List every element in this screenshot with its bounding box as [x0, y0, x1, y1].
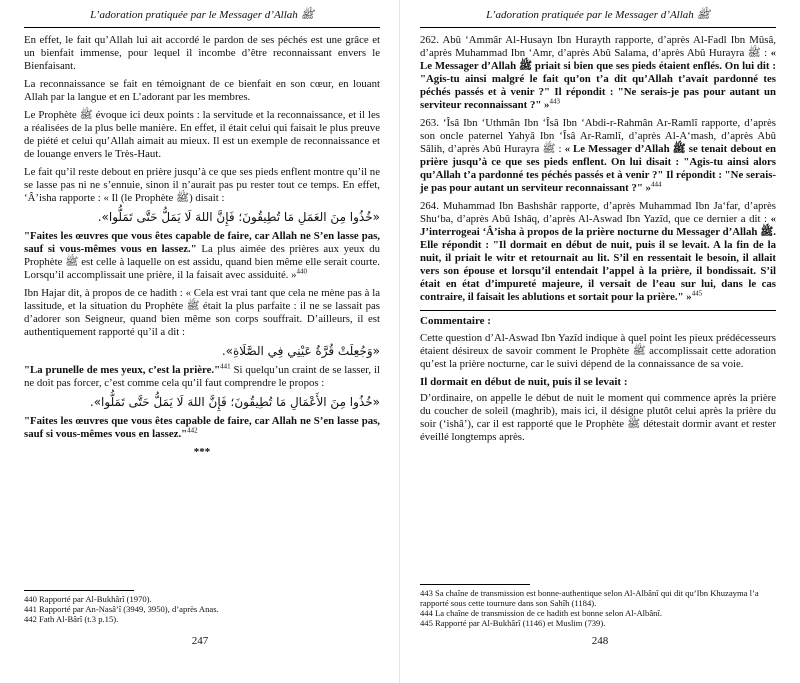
paragraph: [24, 415, 380, 441]
footnote: 444 La chaîne de transmission de ce hadith est bonne selon Al-Albânî.: [420, 608, 662, 618]
right-page: [400, 0, 800, 683]
paragraph-text: Si quelqu’un craint de se lasser, il ne doit pas forcer, c’est comme cela qu’il faut comprendre le propos :: [24, 364, 380, 389]
isnad-text: 262. Abû ‘Ammâr Al-Husayn Ibn Hurayth rapporte, d’après Al-Fadl Ibn Mûsâ, d’après Muhammad Ibn ‘Amr, d’après Abû Salama, d’après Abû Hurayra ﷺ :: [420, 34, 776, 59]
subheading: Il dormait en début de nuit, puis il se levait :: [420, 376, 628, 388]
hadith-263: [420, 117, 776, 195]
footnote-ref[interactable]: 441: [220, 362, 231, 371]
section-separator: ***: [193, 446, 211, 458]
footnote: 441 Rapporté par An-Nasâ’î (3949, 3950), d’après Anas.: [24, 604, 219, 614]
arabic-hadith-text: «وَجُعِلَتْ قُرَّةُ عَيْنِي فِي الصَّلَاةِ».: [221, 344, 380, 358]
hadith-translation: "La prunelle de mes yeux, c’est la prière.": [24, 364, 221, 376]
paragraph: La reconnaissance se fait en témoignant de ce bienfait en son cœur, en louant Allah par la langue et en L’adorant par les membres.: [24, 78, 380, 103]
hadith-matn: « Le Messager d’Allah ﷺ priait si bien que ses pieds étaient enflés. On lui dit : "Agis-tu ainsi malgré le fait qu’on t’a dit qu’Allah t’avait pardonné tes péchés passés et à venir ?" Il répondit : "Ne serais-je pas pour autant un serviteur reconnaissant ?" »: [420, 47, 776, 111]
commentary-title: Commentaire :: [420, 310, 776, 327]
isnad-text: 264. Muhammad Ibn Bashshâr rapporte, d’après Muhammad Ibn Ja‘far, d’après Shu‘ba, d’après Abû Ishâq, d’après Al-Aswad Ibn Yazîd, que ce dernier a dit :: [420, 200, 776, 225]
footnote-rule: [420, 584, 530, 585]
footnote-rule: [24, 590, 134, 591]
hadith-matn: « Le Messager d’Allah ﷺ se tenait debout en prière jusqu’à ce que ses pieds enflent. On lui disait : "Agis-tu ainsi alors qu’Allah t’a pardonné tes péchés passés et à venir ?" Il répondit : "Ne serais-je pas pour autant un serviteur reconnaissant ?" »: [420, 143, 777, 194]
running-header-left: L’adoration pratiquée par le Messager d’Allah ﷺ: [24, 8, 380, 28]
arabic-hadith-text: «خُذُوا مِنَ الأَعْمَالِ مَا تُطِيقُونَ؛ فَإِنَّ اللهَ لَا يَمَلُّ حَتَّى تَمَلُّوا».: [89, 395, 380, 409]
paragraph: [24, 364, 380, 390]
hadith-matn: « J’interrogeai ‘Â’isha à propos de la prière nocturne du Messager d’Allah ﷺ. Elle répondit : "Il dormait en début de nuit, puis il se levait. A la fin de la nuit, il priait le witr et retournait au lit. S’il en ressentait le besoin, il allait vers son épouse et lorsqu’il entendait l’appel à la prière, il bondissait. S’il était en état d’impureté majeure, il versait de l’eau sur lui, dans le cas contraire, il faisait les ablutions et sortait pour la prière." »: [420, 213, 776, 303]
page-number: 247: [191, 635, 209, 647]
paragraph: D’ordinaire, on appelle le début de nuit le moment qui commence après la prière du coucher de soleil (maghrib), mais ici, il désigne plutôt celui après la prière du soir (‘ishâ’), car il est rapporté que le Prophète ﷺ détestait dormir avant et rester éveillé longtemps après.: [420, 392, 776, 443]
footnotes: [24, 594, 380, 624]
paragraph: En effet, le fait qu’Allah lui ait accordé le pardon de ses péchés est une grâce et un bienfait immense, pour lequel il incombe d’être reconnaissant envers le Bienfaisant.: [24, 34, 380, 72]
footnote-ref[interactable]: 440: [296, 267, 308, 276]
footnote-ref[interactable]: 445: [691, 289, 703, 298]
footnote-ref[interactable]: 444: [650, 180, 662, 189]
hadith-264: [420, 200, 776, 304]
isnad-text: 263. ‘Îsâ Ibn ‘Uthmân Ibn ‘Îsâ Ibn ‘Abdi-r-Rahmân Ar-Ramlî rapporte, d’après son oncle paternel Yahyâ Ibn ‘Îsâ Ar-Ramlî, d’après Al-A‘mash, d’après Abû Sâlih, d’après Abû Hurayra ﷺ :: [420, 117, 776, 155]
footnote: 445 Rapporté par Al-Bukhârî (1146) et Muslim (739).: [420, 618, 606, 628]
arabic-hadith-text: «خُذُوا مِنَ العَمَلِ مَا تُطِيقُونَ؛ فَإِنَّ اللهَ لَا يَمَلُّ حَتَّى تَمَلُّوا».: [97, 210, 380, 224]
footnotes: [420, 588, 776, 628]
footnote-ref[interactable]: 442: [187, 426, 198, 435]
paragraph: Le fait qu’il reste debout en prière jusqu’à ce que ses pieds enflent montre qu’il ne se lasse pas ni ne s’ennuie, sinon il n’aurait pas pu rester tout ce temps. En effet, ‘Â’isha rapporte : « Il (le Prophète ﷺ) disait :: [24, 166, 380, 204]
hadith-translation: "Faites les œuvres que vous êtes capable de faire, car Allah ne S’en lasse pas, sauf si vous-mêmes vous en lassez.": [24, 415, 380, 440]
paragraph: [24, 230, 380, 282]
footnote: 440 Rapporté par Al-Bukhârî (1970).: [24, 594, 152, 604]
paragraph: Le Prophète ﷺ évoque ici deux points : la servitude et la reconnaissance, et il les a réalisées de la plus belle manière. En effet, il était celui qui faisait le plus preuve de piété et celui qu’Allah aimait au mieux. Il est un exemple de reconnaissance et de louange envers le Très-Haut.: [24, 109, 380, 160]
running-header-right: L’adoration pratiquée par le Messager d’Allah ﷺ: [420, 8, 776, 28]
hadith-translation: "Faites les œuvres que vous êtes capable de faire, car Allah ne S’en lasse pas, sauf si vous-mêmes vous en lassez.": [24, 230, 380, 255]
footnote: 442 Fath Al-Bârî (t.3 p.15).: [24, 614, 119, 624]
footnote-ref[interactable]: 443: [549, 97, 560, 106]
page-number: 248: [591, 635, 609, 647]
paragraph-text: La plus aimée des prières aux yeux du Prophète ﷺ est celle à laquelle on est assidu, quand bien même elle serait courte. Lorsqu’il accomplissait une prière, il la faisait avec assiduité. »: [24, 243, 380, 281]
footnote: 443 Sa chaîne de transmission est bonne-authentique selon Al-Albânî qui dit qu’Ibn Khuzayma l’a rapporté sous cette tournure dans son Sahîh (1184).: [420, 588, 759, 608]
paragraph: Ibn Hajar dit, à propos de ce hadith : « Cela est vrai tant que cela ne mène pas à la lassitude, et la situation du Prophète ﷺ était la plus parfaite : il ne se lassait pas d’adorer son Seigneur, quand bien même son corps souffrait. D’ailleurs, il est authentiquement rapporté qu’il a dit :: [24, 287, 380, 338]
paragraph: Cette question d’Al-Aswad Ibn Yazîd indique à quel point les pieux prédécesseurs étaient désireux de savoir comment le Prophète ﷺ accomplissait cette adoration qu’est la prière nocturne, car le suivi dépend de la connaissance de sa voie.: [420, 332, 776, 370]
hadith-262: [420, 34, 776, 112]
